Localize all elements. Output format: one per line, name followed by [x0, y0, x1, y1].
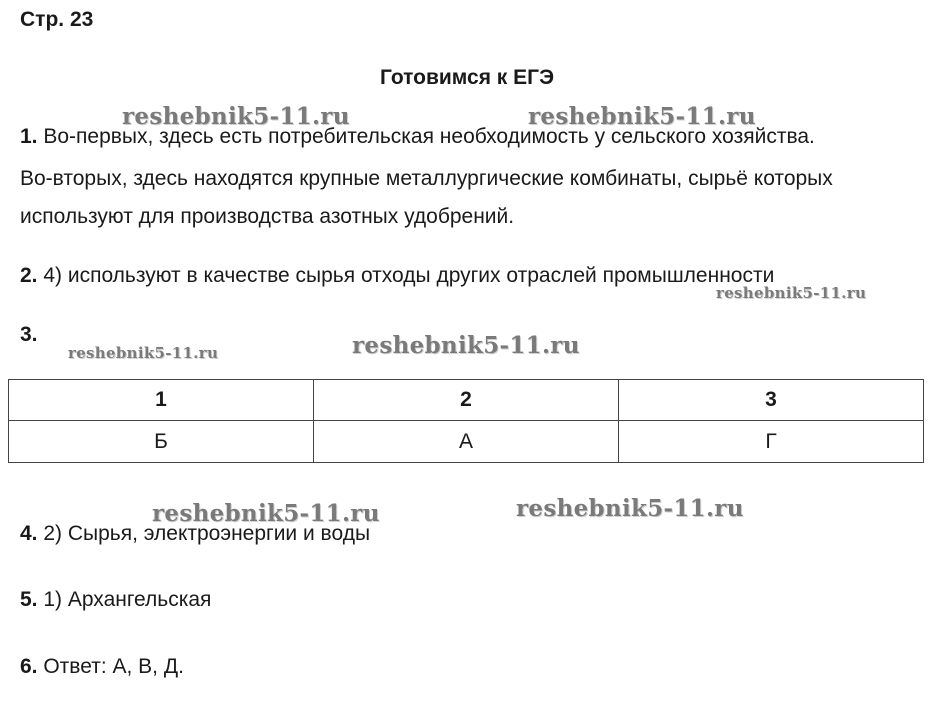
watermark: reshebnik5-11.ru [716, 284, 867, 302]
watermark: reshebnik5-11.ru [528, 103, 756, 130]
section-title: Готовимся к ЕГЭ [379, 66, 555, 89]
table-cell: Б [9, 421, 314, 463]
answer-4-number: 4. [20, 522, 38, 545]
table-header-cell: 3 [619, 380, 924, 421]
answer-4-text: 2) Сырья, электроэнергии и воды [37, 522, 371, 545]
answer-6-text: Ответ: А, В, Д. [37, 655, 184, 678]
answer-1-line-3: используют для производства азотных удобрений. [20, 205, 515, 228]
table-header-cell: 2 [314, 380, 619, 421]
table-header-row [9, 380, 924, 421]
table-row [9, 421, 924, 463]
watermark: reshebnik5-11.ru [122, 103, 350, 130]
answer-5-text: 1) Архангельская [37, 588, 212, 611]
table-header-cell: 1 [9, 380, 314, 421]
answer-2-text: 4) используют в качестве сырья отходы других отраслей промышленности [37, 264, 775, 287]
answer-5-number: 5. [20, 588, 38, 611]
table-cell: А [314, 421, 619, 463]
answer-6 [20, 648, 184, 686]
watermark: reshebnik5-11.ru [152, 500, 380, 527]
answer-3-number: 3. [20, 323, 38, 346]
answer-2-number: 2. [20, 264, 38, 287]
answer-1-number: 1. [20, 125, 38, 148]
answer-1-text-1: Во-первых, здесь есть потребительская необходимость у сельского хозяйства. [37, 125, 815, 148]
answer-1-line-2: Во-вторых, здесь находятся крупные металлургические комбинаты, сырьё которых [20, 167, 833, 190]
watermark: reshebnik5-11.ru [352, 332, 580, 359]
watermark: reshebnik5-11.ru [68, 344, 219, 362]
watermark: reshebnik5-11.ru [516, 495, 744, 522]
table-cell: Г [619, 421, 924, 463]
answer-3 [20, 316, 38, 354]
page-number: Стр. 23 [20, 8, 94, 31]
answer-3-table [8, 379, 924, 463]
answer-5 [20, 581, 211, 619]
answer-6-number: 6. [20, 655, 38, 678]
answer-2 [20, 257, 774, 295]
